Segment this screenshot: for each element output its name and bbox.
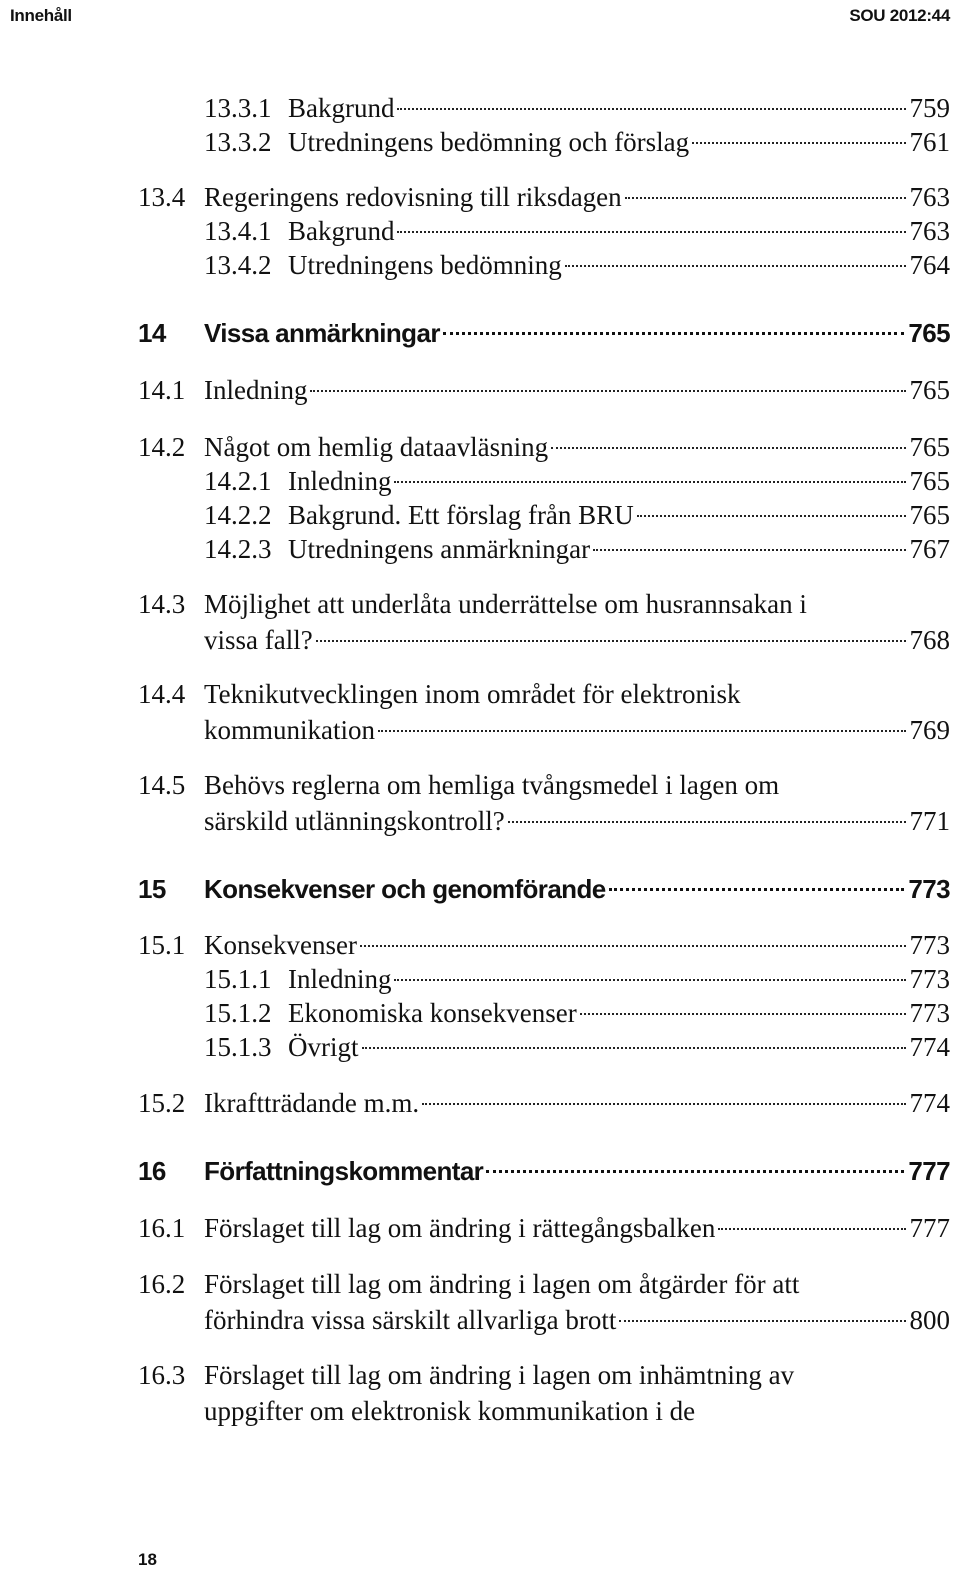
entry-title: Inledning — [288, 466, 392, 496]
entry-page: 764 — [909, 250, 950, 280]
entry-line — [204, 373, 950, 407]
entry-line — [288, 214, 950, 248]
entry-number: 15.1.3 — [204, 1032, 272, 1062]
entry-line — [204, 804, 950, 838]
entry-number: 15.1.1 — [204, 964, 272, 994]
entry-page: 777 — [908, 1156, 950, 1186]
entry-page: 773 — [908, 874, 950, 904]
entry-page: 765 — [909, 500, 950, 530]
entry-page: 761 — [909, 127, 950, 157]
chapter-title: Författningskommentar — [204, 1156, 484, 1186]
entry-number: 14.5 — [138, 770, 186, 800]
chapter-title: Konsekvenser och genomförande — [204, 874, 606, 904]
dot-leader — [551, 447, 905, 449]
entry-page: 763 — [909, 182, 950, 212]
entry-title: Förslaget till lag om ändring i rättegångsbalken — [204, 1213, 716, 1243]
entry-page: 800 — [909, 1305, 950, 1335]
entry-page: 774 — [909, 1032, 950, 1062]
dot-leader — [422, 1103, 905, 1105]
entry-title: Utredningens bedömning och förslag — [288, 127, 690, 157]
dot-leader — [316, 640, 906, 642]
toc-entry — [0, 587, 960, 667]
dot-leader — [580, 1013, 906, 1015]
entry-line — [204, 1154, 950, 1188]
entry-page: 765 — [909, 432, 950, 462]
entry-title: Inledning — [288, 964, 392, 994]
entry-number: 16.2 — [138, 1269, 186, 1299]
toc-entry — [0, 768, 960, 848]
entry-page: 768 — [909, 625, 950, 655]
entry-title-line2: förhindra vissa särskilt allvarliga brott — [204, 1305, 617, 1335]
dot-leader — [362, 1047, 906, 1049]
report-number: SOU 2012:44 — [849, 6, 950, 25]
dot-leader — [394, 481, 905, 483]
entry-title-line1: Teknikutvecklingen inom området för elektronisk — [204, 679, 741, 709]
dot-leader — [508, 821, 906, 823]
dot-leader — [360, 945, 906, 947]
entry-page: 773 — [909, 998, 950, 1028]
toc-chapter-entry — [0, 872, 960, 912]
entry-title: Något om hemlig dataavläsning — [204, 432, 549, 462]
entry-line — [288, 91, 950, 125]
entry-title-line1: Möjlighet att underlåta underrättelse om husrannsakan i — [204, 589, 807, 619]
entry-page: 771 — [909, 806, 950, 836]
dot-leader — [625, 197, 906, 199]
toc-entry — [0, 373, 960, 413]
entry-line — [204, 872, 950, 906]
section-label: Innehåll — [10, 6, 72, 25]
dot-leader — [609, 888, 905, 891]
entry-line — [204, 1211, 950, 1245]
entry-number: 13.4.2 — [204, 250, 272, 280]
entry-line — [204, 1086, 950, 1120]
entry-page: 774 — [909, 1088, 950, 1118]
entry-title-line1: Behövs reglerna om hemliga tvångsmedel i lagen om — [204, 770, 780, 800]
dot-leader — [397, 231, 905, 233]
chapter-number: 15 — [138, 874, 166, 904]
entry-page: 765 — [909, 375, 950, 405]
entry-number: 15.2 — [138, 1088, 186, 1118]
entry-number: 14.2.2 — [204, 500, 272, 530]
dot-leader — [619, 1320, 905, 1322]
entry-line — [288, 125, 950, 159]
dot-leader — [397, 108, 905, 110]
entry-title: Bakgrund — [288, 93, 395, 123]
toc-entry — [0, 125, 960, 165]
dot-leader — [443, 332, 905, 335]
entry-number: 14.2 — [138, 432, 186, 462]
entry-title: Regeringens redovisning till riksdagen — [204, 182, 622, 212]
entry-number: 13.4 — [138, 182, 186, 212]
entry-number: 13.3.1 — [204, 93, 272, 123]
page-number: 18 — [138, 1550, 157, 1569]
entry-line — [288, 532, 950, 566]
dot-leader — [593, 549, 905, 551]
entry-line — [204, 928, 950, 962]
toc-entry — [0, 1267, 960, 1347]
toc-entry — [0, 248, 960, 288]
entry-line — [288, 962, 950, 996]
toc-entry — [0, 532, 960, 572]
entry-number: 14.2.3 — [204, 534, 272, 564]
dot-leader — [565, 265, 906, 267]
toc-entry — [0, 1086, 960, 1126]
entry-page: 777 — [909, 1213, 950, 1243]
dot-leader — [378, 730, 906, 732]
dot-leader — [310, 390, 905, 392]
toc-entry — [0, 677, 960, 757]
entry-number: 15.1.2 — [204, 998, 272, 1028]
entry-number: 16.3 — [138, 1360, 186, 1390]
entry-page: 769 — [909, 715, 950, 745]
dot-leader — [692, 142, 905, 144]
toc-entry — [0, 1211, 960, 1251]
toc-entry — [0, 1030, 960, 1070]
entry-title-line1: Förslaget till lag om ändring i lagen om åtgärder för att — [204, 1269, 800, 1299]
entry-title: Övrigt — [288, 1032, 359, 1062]
toc-entry — [0, 1358, 960, 1438]
entry-line — [288, 498, 950, 532]
entry-page: 765 — [909, 466, 950, 496]
entry-title: Konsekvenser — [204, 930, 357, 960]
entry-number: 15.1 — [138, 930, 186, 960]
entry-title-line2: särskild utlänningskontroll? — [204, 806, 505, 836]
entry-line — [288, 464, 950, 498]
entry-number: 14.4 — [138, 679, 186, 709]
entry-line — [288, 996, 950, 1030]
dot-leader — [637, 515, 906, 517]
entry-title: Bakgrund. Ett förslag från BRU — [288, 500, 634, 530]
entry-title-line2: vissa fall? — [204, 625, 313, 655]
chapter-title: Vissa anmärkningar — [204, 318, 440, 348]
entry-number: 14.2.1 — [204, 466, 272, 496]
entry-page: 765 — [908, 318, 950, 348]
entry-line — [288, 248, 950, 282]
entry-page: 767 — [909, 534, 950, 564]
toc-chapter-entry — [0, 1154, 960, 1194]
entry-line — [204, 623, 950, 657]
entry-line — [204, 180, 950, 214]
entry-line — [288, 1030, 950, 1064]
entry-title: Bakgrund — [288, 216, 395, 246]
entry-title-line2: kommunikation — [204, 715, 375, 745]
entry-page: 773 — [909, 930, 950, 960]
entry-page: 759 — [909, 93, 950, 123]
entry-title: Ikraftträdande m.m. — [204, 1088, 420, 1118]
entry-title: Inledning — [204, 375, 308, 405]
entry-title: Utredningens bedömning — [288, 250, 562, 280]
entry-number: 16.1 — [138, 1213, 186, 1243]
entry-number: 13.3.2 — [204, 127, 272, 157]
entry-line — [204, 316, 950, 350]
dot-leader — [394, 979, 905, 981]
entry-title: Utredningens anmärkningar — [288, 534, 591, 564]
entry-line — [204, 430, 950, 464]
entry-title-line2: uppgifter om elektronisk kommunikation i de — [204, 1396, 696, 1426]
entry-title: Ekonomiska konsekvenser — [288, 998, 577, 1028]
entry-number: 13.4.1 — [204, 216, 272, 246]
chapter-number: 14 — [138, 318, 166, 348]
entry-number: 14.1 — [138, 375, 186, 405]
dot-leader — [486, 1170, 904, 1173]
dot-leader — [718, 1228, 905, 1230]
entry-title-line1: Förslaget till lag om ändring i lagen om inhämtning av — [204, 1360, 795, 1390]
entry-line — [204, 713, 950, 747]
entry-page: 773 — [909, 964, 950, 994]
chapter-number: 16 — [138, 1156, 166, 1186]
entry-line — [204, 1303, 950, 1337]
toc-chapter-entry — [0, 316, 960, 356]
entry-number: 14.3 — [138, 589, 186, 619]
entry-page: 763 — [909, 216, 950, 246]
